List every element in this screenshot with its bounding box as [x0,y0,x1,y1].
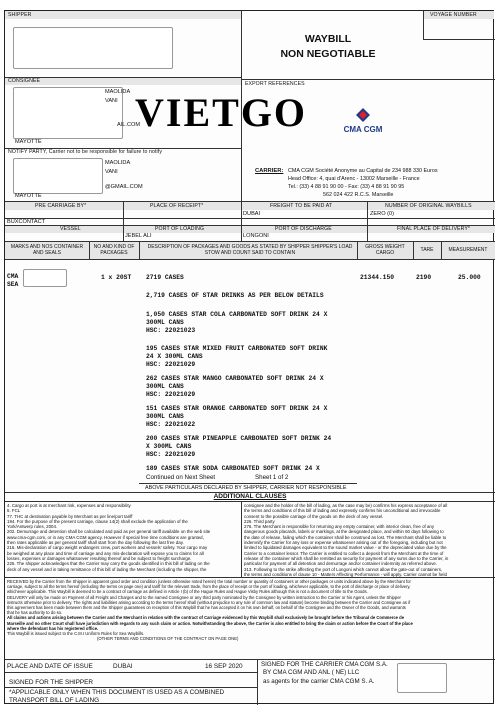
clause-line: indemnify the Carrier for any loss or expense whatsoever arising out of the foregoing, including but not [244,540,443,546]
bux-contact-value: BUXCONTACT [7,219,46,225]
voyage-number-label: VOYAGE NUMBER [430,12,477,18]
kind-header: NO AND KIND OF PACKAGES [93,244,135,256]
cargo-summary: 2,719 CASES OF STAR DRINKS AS PER BELOW DETAILS [146,292,324,299]
package-quantity: 1 x 20ST [101,274,132,281]
container-redacted-block [23,269,67,287]
cargo-item-line3: HSC: 22021022 [146,421,196,428]
cargo-item-line2: 24 X 300ML CANS [146,353,203,360]
issue-place: DUBAI [113,663,133,670]
signed-carrier-line1: SIGNED FOR THE CARRIER CMA CGM S.A. [261,661,388,668]
terms-line: (OTHER TERMS AND CONDITIONS OF THE CONTRACT ON PAGE ONE) [97,636,239,642]
carrier-logo-text: CMA CGM [343,125,383,134]
cargo-item-line1: 151 CASES STAR ORANGE CARBONATED SOFT DRINK 24 X [146,405,328,412]
cargo-item-line3: HSC: 22021023 [146,327,196,334]
clause-line: York/Antwerp rules, 2004. [7,524,58,530]
pre-carriage-label: PRE CARRIAGE BY* [35,203,87,209]
package-count: 2719 CASES [146,274,184,281]
clause-line: losses, expenses or damages whatsoever resulting thereof and be subject to freight surcharge. [7,555,192,561]
clause-line: 5. FCL [7,508,21,514]
clause-line: release of the container which shall be remitted as security for payment of any sums due to the Carrier, in [244,555,449,561]
terms-line: carriage, subject to all the terms hereof (including the terms on page one) and tariff for the relevant trade, from the place of receipt or the port of loading, whichever applicable, to the port of discharge or place of delivery, [7,584,411,590]
clause-line: then rates applicable as per general tariff shall start from the day following the last free day. [7,540,184,546]
clause-line: the terms and conditions of this bill of lading and expressly confirms his unconditional and irrevocable [244,508,441,514]
tare-value: 2190 [416,274,432,281]
cargo-item-line1: 1,050 CASES STAR COLA CARBONATED SOFT DRINK 24 X [146,311,328,318]
notify-redacted-block [13,158,103,194]
clause-line: consignee and the holder of the bill of lading, as the case may be) confirms his express acceptance of all [244,503,448,508]
sheet-counter: Sheet 1 of 2 [255,474,289,481]
clause-line: limited to liquidated damages equivalent to the sound market value - or the depreciated value due by the [244,545,447,551]
clause-line: consent to the possible carriage of the goods on the deck of any vessel. [244,513,384,519]
clause-line: 226. Third party [244,518,275,524]
cargo-item-line1: 195 CASES STAR MIXED FRUIT CARBONATED SOFT DRINK [146,345,328,352]
notify-line4: MAYOTTE [15,193,42,199]
shipper-header [5,11,241,19]
terms-line: instructs otherwise prior to delivery. The rights and liabilities arising according to the terms hereof shall (without prejudice to any rule of common law and statute) become binding between the Carrier and Consignee as if [7,599,411,605]
cargo-item-line3: HSC: 22021029 [146,361,196,368]
continued-note: Continued on Next Sheet [146,474,216,481]
clause-line: 216. Mis-declaration of cargo weight endangers crew, port workers and vessels' safety. Your cargo may [7,545,208,551]
notify-line2: VANI [105,169,118,175]
clause-line: 4. Cargo at port is at merchant risk, expenses and responsibility [7,503,131,508]
cargo-item-line1: 262 CASES STAR MANGO CARBONATED SOFT DRINK 24 X [146,375,324,382]
marks-line2: SEA [7,281,19,288]
freight-value: DUBAI [243,211,261,217]
terms-line: that he has authority to do so. [7,610,63,616]
vessel-label: VESSEL [60,226,81,232]
originals-label: NUMBER OF ORIGINAL WAYBILLS [385,203,472,209]
document-title: WAYBILL [304,33,352,45]
notify-party-label: NOTIFY PARTY, Carrier not to be responsible for failure to notify [8,149,163,155]
marks-header: MARKS AND NOS CONTAINER AND SEALS [10,244,84,256]
cargo-item-line2: 300ML CANS [146,319,184,326]
clause-line: dangerous goods placards, labels or markings, at the designated place, and within 60 days following to [244,529,444,535]
gross-weight-value: 21344.150 [360,274,395,281]
description-header: DESCRIPTION OF PACKAGES AND GOODS AS STATED BY SHIPPER SHIPPER'S LOAD STOW AND COUNT SAID TO CONTAIN [147,244,353,256]
freight-label: FREIGHT TO BE PAID AT [270,203,333,209]
cargo-item-line2: 300ML CANS [146,413,184,420]
notify-line3: @GMAIL.COM [105,184,143,190]
place-date-label: PLACE AND DATE OF ISSUE [7,663,93,670]
clauses-left-column [7,503,239,575]
clause-line: 276. The Merchant is responsible for returning any empty container, with interior clean, free of any [244,524,435,530]
cargo-item-line3: HSC: 22021029 [146,451,196,458]
cargo-item-line2: 300ML CANS [146,383,184,390]
signed-carrier-line2: BY CMA CGM AND ANL ( NE) LLC [263,669,360,676]
consignee-line3: AIL.COM [117,122,141,128]
cargo-last-item: 189 CASES STAR SODA CARBONATED SOFT DRINK 24 X [146,465,320,472]
port-of-discharge-value: LONGONI [243,233,269,239]
terms-line: This Waybill is issued subject to the C.M.I Uniform Rules for Sea Waybills. [7,631,145,637]
carrier-line4: 562 024 422 R.C.S. Marseille [323,192,394,198]
consignee-line4: MAYOTTE [15,139,42,145]
port-of-loading-value: JEBEL ALI [125,233,152,239]
clause-line: deck of any vessel and in taking remittance of this bill of lading the Merchant (including the shipper, the [7,566,207,572]
carrier-line2: Head Office: 4, quai d'Arenc - 13002 Marseille - France [288,176,420,182]
terms-line: where the defendant has his registered office. [7,625,99,631]
consignee-line2: VANI [105,98,118,104]
signature-redacted-block [397,663,447,693]
clauses-title: ADDITIONAL CLAUSES [213,493,287,500]
clause-line: www.cma-cgm.com, or in any CMA CGM agency. However if special free time conditions are granted, [7,534,204,540]
terms-line: DELIVERY will only be made on Payment of all Freight and Charges and to the named Consignee or any third party nominated by the Consignee by written instruction to the Carrier or his Agent, unless the Shipper [7,594,401,600]
clause-line: 194. For the purpose of the present carriage, clause 14(2) shall exclude the application of the [7,518,188,524]
consignee-line1: MAOLIDA [105,89,131,95]
clause-line: the terms and conditions of clause 10 - Matters Affecting Performance - will apply. Carrier cannot be held [244,571,447,577]
receipt-terms [7,579,493,645]
clause-line: 202. Demurrage and detention shall be calculated and paid as per general tariff available on the web site [7,529,211,535]
cargo-item-line1: 200 CASES STAR PINEAPPLE CARBONATED SOFT DRINK 24 [146,435,332,442]
issue-date: 16 SEP 2020 [205,663,243,670]
marks-line1: CMA [7,273,19,280]
terms-line: RECEIVED by the Carrier from the Shipper in apparent good order and condition (unless otherwise noted herein) the total number or quantity of containers or other packages or units indicated above by the Merchant for [7,579,411,584]
cargo-item-line2: X 300ML CANS [146,443,192,450]
tare-header: TARE [420,247,434,253]
signed-carrier-line3: as agents for the carrier CMA CGM S. A. [263,678,375,685]
cma-cgm-logo-icon [355,107,371,123]
clause-line: 225. The shipper acknowledges that the Carrier may carry the goods identified in this bill of lading on the [7,561,210,567]
applicable-note-line2: TRANSPORT BILL OF LADING [9,697,100,704]
vietgo-watermark: VIETGO [135,90,308,135]
shipper-redacted-block [13,27,173,69]
final-place-label: FINAL PLACE OF DELIVERY* [397,226,471,232]
clause-line: be weighed at any place and time of carriage and any mis-declaration will expose you to claims for all [7,550,204,556]
clauses-right-column [244,503,493,577]
cargo-item-line3: HSC: 22021029 [146,391,196,398]
carrier-label: CARRIER: [255,168,284,174]
particulars-note: ABOVE PARTICULARS DECLARED BY SHIPPER, CARRIER NOT RESPONSIBLE [145,485,347,491]
applicable-note-line1: *APPLICABLE ONLY WHEN THIS DOCUMENT IS USED AS A COMBINED [9,689,225,696]
clause-line: the date of release, failing which the container shall be construed as lost. The Merchant shall be liable to [244,534,447,540]
clause-line: 77. THC at destination payable by Merchant as per line/port tariff [7,513,133,519]
terms-line: Marseille and no other Court shall have jurisdiction with regards to any such claim or action. Notwithstanding the above, the Carrier is also entitled to bring the claim or action before the Court of the place [7,620,413,626]
signed-shipper-label: SIGNED FOR THE SHIPPER [9,679,94,686]
shipper-label: SHIPPER [8,12,32,18]
carrier-line3: Tel.: (33) 4 88 91 90 00 - Fax: (33) 4 88 91 90 95 [288,184,405,190]
clause-line: 313. Following to the strike affecting the port of Longoni which cannot allow the gate-out of containers, [244,566,443,572]
notify-line1: MAOLIDA [105,160,131,166]
terms-line: All claims and actions arising between the Carrier and the Merchant in relation with the contract of Carriage evidenced by this Waybill shall exclusively be brought before the Tribunal de Commerce de [7,615,405,621]
terms-line: whichever applicable. This Waybill is deemed to be a contract of carriage as defined in Article I (b) of the Hague Rules and Hague Visby Rules although this is not a document of title to the Goods. [7,589,368,595]
measurement-value: 25.000 [458,274,481,281]
waybill-document [4,10,494,704]
carrier-line1: CMA CGM Société Anonyme au Capital de 234 988 330 Euros [288,168,438,174]
clause-line: particular for payment of all detention and demurrage and/or container indemnity as referred above. [244,561,438,567]
place-of-receipt-label: PLACE OF RECEIPT* [150,203,204,209]
terms-line: this agreement has been made between them and the Shipper guarantees on reception of this Waybill that he has accepted it on his own behalf, on behalf of the Consignee and the Owner of the Goods, and warrants [7,605,406,611]
weight-header: GROSS WEIGHT CARGO [365,244,405,256]
measurement-header: MEASUREMENT [448,247,488,253]
clause-line: Carrier to a container lessor. The Carrier is entitled to collect a deposit from the Merchant at the time of [244,550,444,556]
originals-value: ZERO (0) [370,211,394,217]
consignee-label: CONSIGNEE [8,78,41,84]
port-of-discharge-label: PORT OF DISCHARGE [275,226,332,232]
port-of-loading-label: PORT OF LOADING [155,226,205,232]
document-subtitle: NON NEGOTIABLE [280,48,376,60]
export-references-label: EXPORT REFERENCES [245,81,305,87]
